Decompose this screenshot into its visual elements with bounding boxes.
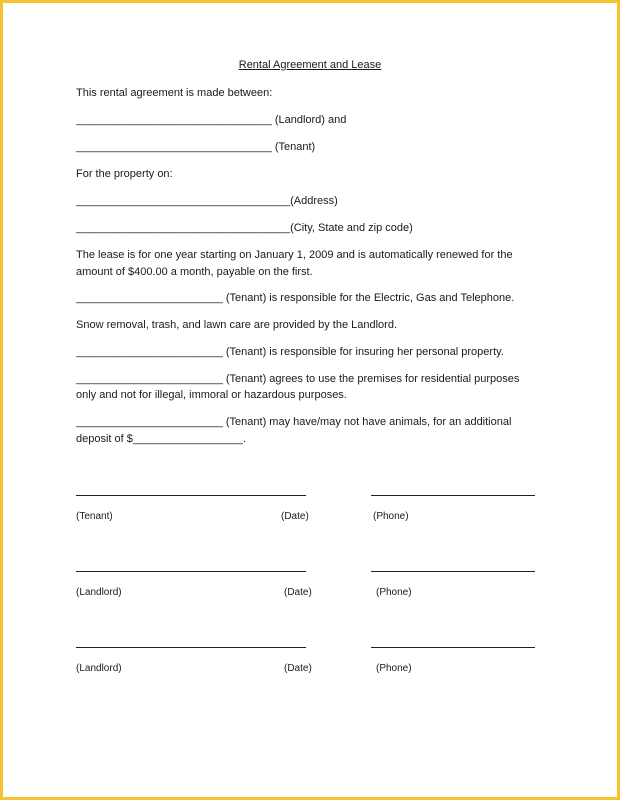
utilities-clause: ________________________ (Tenant) is responsible for the Electric, Gas and Telephone. [76,292,515,304]
document-title: Rental Agreement and Lease [238,59,382,71]
city-blank: ___________________________________(City, State and zip code) [76,222,413,234]
phone-line [371,571,535,572]
snow-removal-clause: Snow removal, trash, and lawn care are provided by the Landlord. [76,319,398,331]
lease-term-line-1: The lease is for one year starting on January 1, 2009 and is automatically renewed for the [76,249,513,261]
signature-date-label: (Date) [281,511,309,522]
signature-phone-label: (Phone) [373,511,409,522]
address-blank: ___________________________________(Address) [76,195,338,207]
intro-text: This rental agreement is made between: [76,87,273,99]
animals-clause-line-1: ________________________ (Tenant) may have/may not have animals, for an additional [76,416,512,428]
lease-term-line-2: amount of $400.00 a month, payable on the first. [76,266,313,278]
tenant-blank: ________________________________ (Tenant) [76,141,316,153]
signature-phone-label: (Phone) [376,663,412,674]
signature-date-label: (Date) [284,663,312,674]
signature-line [76,647,306,648]
signature-role-label: (Landlord) [76,663,122,674]
phone-line [371,647,535,648]
insurance-clause: ________________________ (Tenant) is responsible for insuring her personal property. [76,346,504,358]
use-clause-line-1: ________________________ (Tenant) agrees to use the premises for residential purposes [76,373,520,385]
signature-line [76,571,306,572]
landlord-blank: ________________________________ (Landlord) and [76,114,347,126]
phone-line [371,495,535,496]
signature-role-label: (Landlord) [76,587,122,598]
signature-date-label: (Date) [284,587,312,598]
signature-role-label: (Tenant) [76,511,113,522]
signature-phone-label: (Phone) [376,587,412,598]
animals-clause-line-2: deposit of $__________________. [76,433,247,445]
property-intro: For the property on: [76,168,173,180]
use-clause-line-2: only and not for illegal, immoral or hazardous purposes. [76,389,347,401]
signature-line [76,495,306,496]
